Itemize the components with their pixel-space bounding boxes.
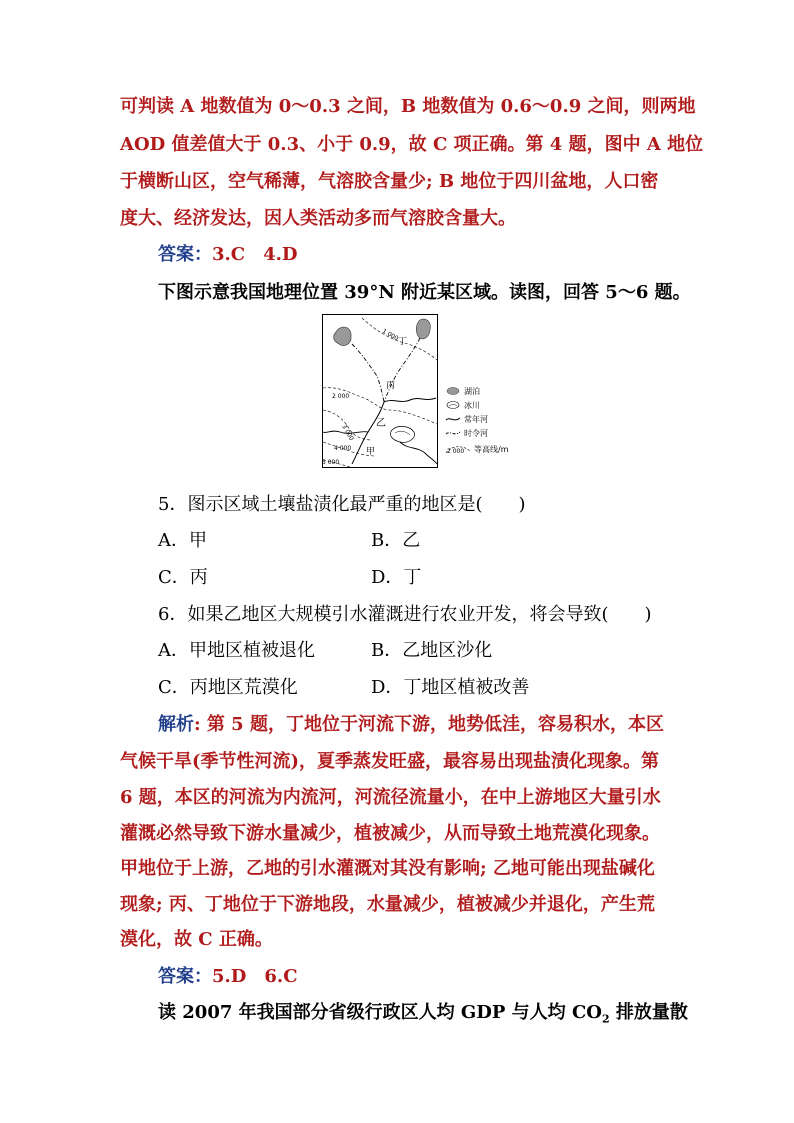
glacier-symbol-icon xyxy=(445,400,461,410)
question-5-stem: 5．图示区域土壤盐渍化最严重的地区是( ) xyxy=(158,494,526,515)
explanation-line-1: 可判读 A 地数值为 0～0.3 之间，B 地数值为 0.6～0.9 之间，则两地 xyxy=(120,96,696,117)
explanation-line-2: AOD 值差值大于 0.3、小于 0.9，故 C 项正确。第 4 题，图中 A 地位 xyxy=(120,134,704,155)
analysis-line-3: 6 题，本区的河流为内流河，河流径流量小，在中上游地区大量引水 xyxy=(120,787,661,808)
answer-3-4 xyxy=(158,243,298,267)
legend-seasonal-label: 时令河 xyxy=(464,428,488,438)
question-6-stem: 6．如果乙地区大规模引水灌溉进行农业开发，将会导致( ) xyxy=(158,604,652,625)
contour-label-4000: 4 000 xyxy=(334,445,352,452)
contour-label-3000: 3 000 xyxy=(340,423,355,442)
legend-lake-label: 湖泊 xyxy=(464,386,480,396)
analysis-line-1 xyxy=(158,713,664,737)
q5-option-a: A．甲 xyxy=(158,530,207,551)
question-intro: 下图示意我国地理位置 39°N 附近某区域。读图，回答 5～6 题。 xyxy=(158,282,691,303)
label-jia: 甲 xyxy=(366,447,376,457)
answer-label: 答案： xyxy=(158,966,212,987)
legend-contour xyxy=(445,442,509,456)
analysis-line-7: 漠化，故 C 正确。 xyxy=(120,929,273,950)
q6-option-a: A．甲地区植被退化 xyxy=(158,640,315,661)
next-question-intro xyxy=(158,1001,688,1025)
analysis-line-6: 现象; 丙、丁地位于下游地段，水量减少，植被减少并退化，产生荒 xyxy=(120,894,655,915)
lake-symbol-icon xyxy=(445,386,461,396)
analysis-text-1: : 第 5 题，丁地位于河流下游，地势低洼，容易积水，本区 xyxy=(194,714,664,735)
explanation-line-4: 度大、经济发达，因人类活动多而气溶胶含量大。 xyxy=(120,208,516,229)
q5-option-d: D．丁 xyxy=(371,567,422,588)
answer-label: 答案： xyxy=(158,244,212,265)
legend-contour-label: 等高线/m xyxy=(474,444,509,454)
contour-label-1000: 1 000 xyxy=(381,327,400,343)
label-bing: 丙 xyxy=(386,381,396,391)
analysis-line-4: 灌溉必然导致下游水量减少，植被减少，从而导致土地荒漠化现象。 xyxy=(120,823,660,844)
next-question-text-post: 排放量散 xyxy=(609,1002,688,1023)
legend-glacier-label: 冰川 xyxy=(464,400,480,410)
legend-seasonal xyxy=(445,426,488,440)
q5-option-b: B．乙 xyxy=(371,530,421,551)
analysis-line-2: 气候干旱(季节性河流)，夏季蒸发旺盛，最容易出现盐渍化现象。第 xyxy=(120,751,660,772)
co2-subscript: 2 xyxy=(601,1012,610,1026)
answer-5-6 xyxy=(158,965,298,989)
contour-label-2000: 2 000 xyxy=(332,393,350,400)
river-symbol-icon xyxy=(445,414,461,424)
legend-river-label: 常年河 xyxy=(464,414,488,424)
label-ding: 丁 xyxy=(398,337,408,347)
analysis-label: 解析 xyxy=(158,714,194,735)
map-legend xyxy=(445,384,525,464)
legend-contour-value: 2 000 xyxy=(447,448,465,455)
legend-glacier xyxy=(445,398,480,412)
contour-symbol-icon xyxy=(445,443,471,455)
explanation-line-3: 于横断山区，空气稀薄，气溶胶含量少; B 地位于四川盆地，人口密 xyxy=(120,171,659,192)
contour-label-5000: 5 000 xyxy=(322,459,340,466)
q6-option-b: B．乙地区沙化 xyxy=(371,640,493,661)
analysis-line-5: 甲地位于上游，乙地的引水灌溉对其没有影响; 乙地可能出现盐碱化 xyxy=(120,858,655,879)
q6-option-c: C．丙地区荒漠化 xyxy=(158,677,298,698)
legend-river xyxy=(445,412,488,426)
q5-option-c: C．丙 xyxy=(158,567,208,588)
seasonal-river-symbol-icon xyxy=(445,428,461,438)
legend-lake xyxy=(445,384,480,398)
q6-option-d: D．丁地区植被改善 xyxy=(371,677,530,698)
answer-value: 5.D 6.C xyxy=(212,966,298,987)
answer-value: 3.C 4.D xyxy=(212,244,298,265)
label-yi: 乙 xyxy=(376,418,386,429)
next-question-text-pre: 读 2007 年我国部分省级行政区人均 GDP 与人均 CO xyxy=(158,1002,602,1023)
